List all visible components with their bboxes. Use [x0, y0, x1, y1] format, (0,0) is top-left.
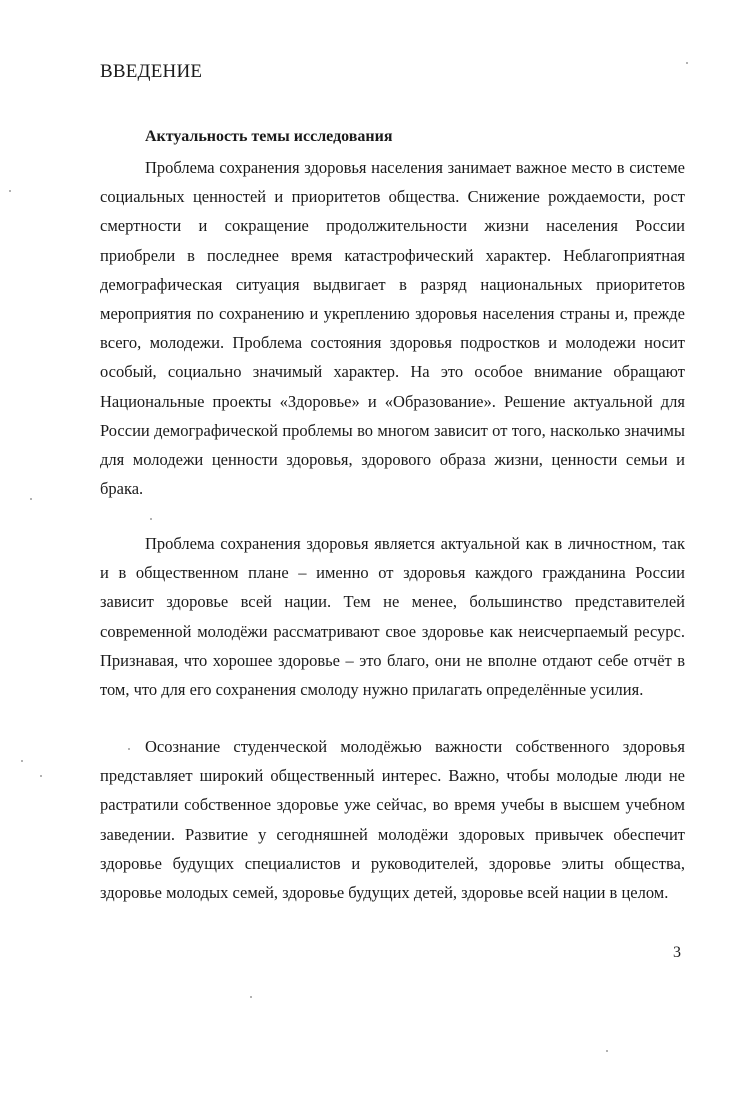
scan-speck [150, 518, 152, 520]
scan-speck [250, 996, 252, 998]
scan-speck [30, 498, 32, 500]
paragraph-2: Проблема сохранения здоровья является актуальной как в личностном, так и в общественном плане – именно от здоровья каждого гражданина России зависит здоровье всей нации. Тем не менее, большинство представителей современной молодёжи рассматривают свое здоровье как неисчерпаемый ресурс. Признавая, что хорошее здоровье – это благо, они не вполне отдают себе отчёт в том, что для его сохранения смолоду нужно прилагать определённые усилия. [100, 534, 685, 700]
paragraph-1: Проблема сохранения здоровья населения занимает важное место в системе социальных ценностей и приоритетов общества. Снижение рождаемости, рост смертности и сокращение продолжительности жизни населения России приобрели в последнее время катастрофический характер. Неблагоприятная демографическая ситуация выдвигает в разряд национальных приоритетов мероприятия по сохранению и укреплению здоровья населения страны и, прежде всего, молодежи. Проблема состояния здоровья подростков и молодежи носит особый, социально значимый характер. На это особое внимание обращают Национальные проекты «Здоровье» и «Образование». Решение актуальной для России демографической проблемы во многом зависит от того, насколько значимы для молодежи ценности здоровья, здорового образа жизни, ценности семьи и брака. [100, 158, 685, 499]
section-subheading: Актуальность темы исследования [145, 128, 393, 145]
scan-speck [9, 190, 11, 192]
scan-speck [128, 748, 130, 750]
scan-speck [21, 760, 23, 762]
paragraph-3: Осознание студенческой молодёжью важности собственного здоровья представляет широкий общественный интерес. Важно, чтобы молодые люди не растратили собственное здоровье уже сейчас, во время учебы в высшем учебном заведении. Развитие у сегодняшней молодёжи здоровых привычек обеспечит здоровье будущих специалистов и руководителей, здоровье элиты общества, здоровье молодых семей, здоровье будущих детей, здоровье всей нации в целом. [100, 737, 685, 903]
scan-speck [686, 62, 688, 64]
chapter-heading: ВВЕДЕНИЕ [100, 61, 203, 82]
scan-speck [40, 775, 42, 777]
page-number: 3 [673, 944, 681, 961]
scan-speck [606, 1050, 608, 1052]
